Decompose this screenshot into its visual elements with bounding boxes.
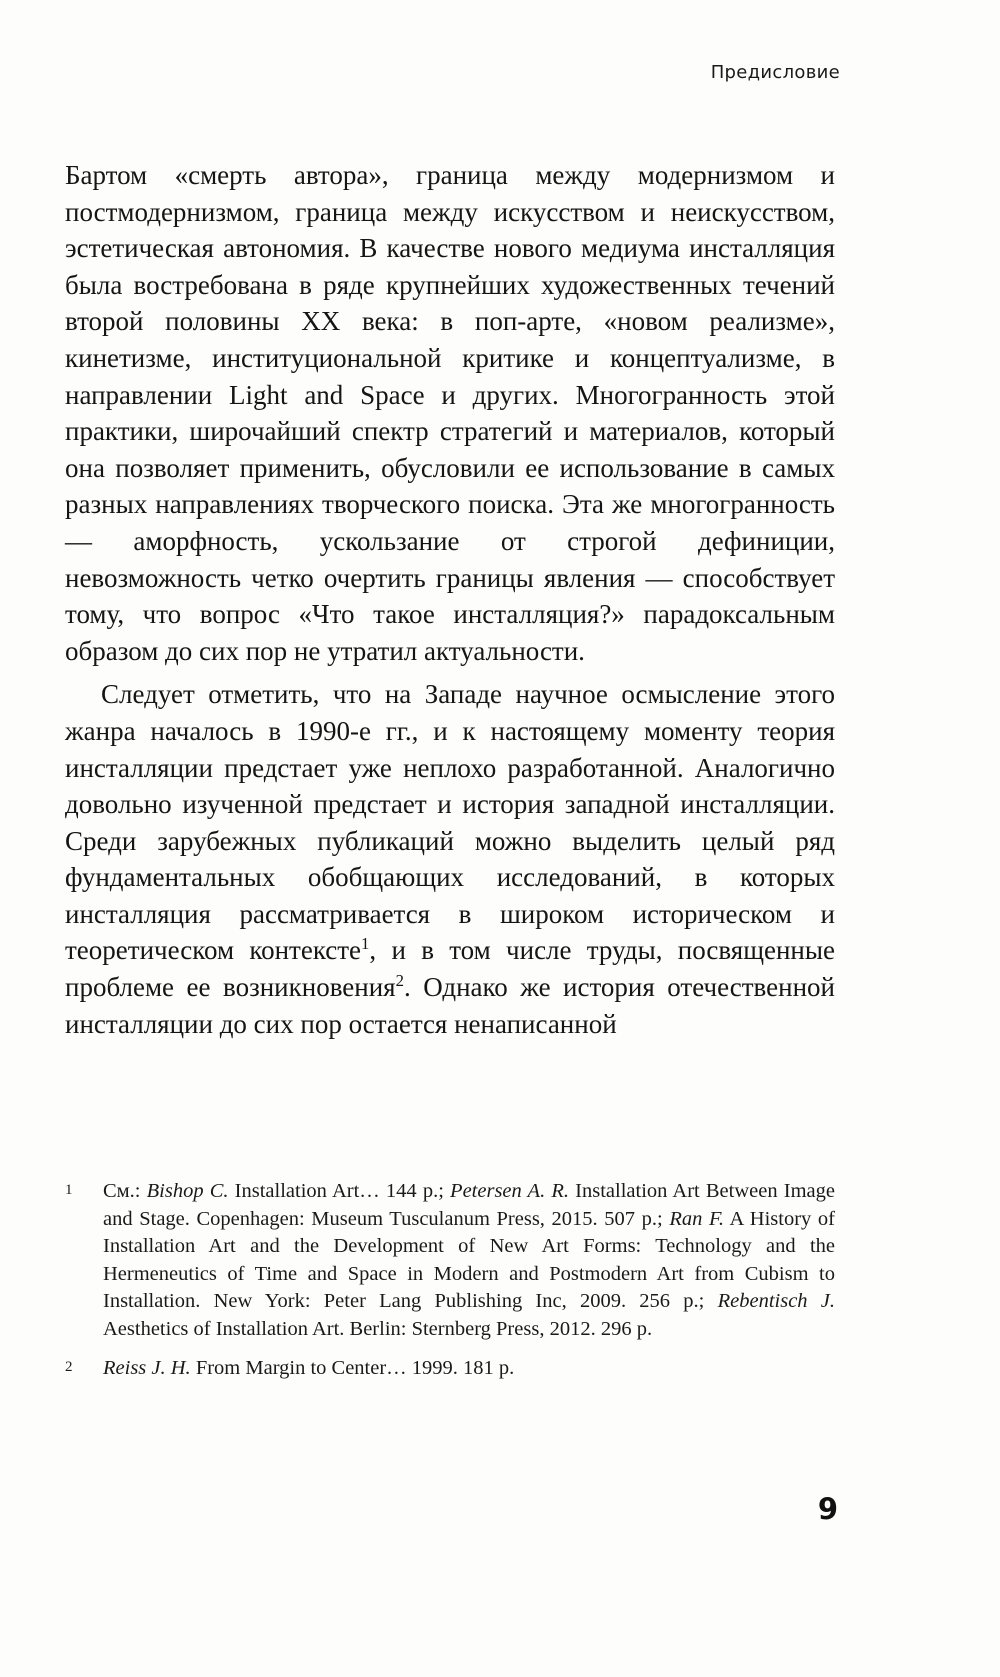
- paragraph-2-text-3: . Однако же история отечественной инсталляции до сих пор остается ненаписанной: [65, 972, 835, 1039]
- running-header: Предисловие: [710, 62, 840, 83]
- footnote-author: Rebentisch J.: [717, 1290, 836, 1312]
- footnotes: [65, 1178, 835, 1383]
- footnote-mark: 2: [65, 1359, 73, 1375]
- paragraph-2: [65, 676, 835, 1042]
- footnote-author: Bishop C.: [146, 1180, 229, 1202]
- footnote-ref-2: 2: [395, 971, 404, 991]
- footnote-segment: См.:: [103, 1180, 147, 1202]
- paragraph-2-text-2: , и в том числе труды, посвященные проблеме ее возникновения: [65, 935, 835, 1003]
- footnote-segment: Installation Art Between Image and Stage. Copenhagen: Museum Tusculanum Press, 2015. 507 p.;: [103, 1180, 835, 1230]
- footnote-segment: From Margin to Center… 1999. 181 p.: [190, 1357, 515, 1379]
- footnote-segment: Aesthetics of Installation Art. Berlin: Sternberg Press, 2012. 296 p.: [103, 1317, 653, 1340]
- footnote-author: Petersen A. R.: [450, 1180, 569, 1202]
- page-number: 9: [817, 1492, 838, 1526]
- footnote-segment: A History of Installation Art and the Development of New Art Forms: Technology and the Hermeneutics of Time and Space in Modern and Postmodern Art from Cubism to Installation. New York: Peter Lang Publishing Inc, 2009. 256 p.;: [103, 1207, 835, 1312]
- footnote-segment: Installation Art… 144 p.;: [228, 1180, 451, 1202]
- footnote-mark: 1: [65, 1182, 73, 1198]
- footnote-author: Reiss J. H.: [103, 1357, 191, 1379]
- paragraph-2-text-1: Следует отметить, что на Западе научное осмысление этого жанра началось в 1990-е гг., и к настоящему моменту теория инсталляции предстает уже неплохо разработанной. Аналогично довольно изученной предстает и история западной инсталляции. Среди зарубежных публикаций можно выделить целый ряд фундаментальных обобщающих исследований, в которых инсталляция рассматривается в широком историческом и теоретическом контексте: [65, 679, 835, 966]
- paragraph-1: Бартом «смерть автора», граница между модернизмом и постмодернизмом, граница между искусством и неискусством, эстетическая автономия. В качестве нового медиума инсталляция была востребована в ряде крупнейших художественных течений второй половины XX века: в поп-арте, «новом реализме», кинетизме, институциональной критике и концептуализме, в направлении Light and Space и других. Многогранность этой практики, широчайший спектр стратегий и материалов, который она позволяет применить, обусловили ее использование в самых разных направлениях творческого поиска. Эта же многогранность — аморфность, ускользание от строгой дефиниции, невозможность четко очертить границы явления — способствует тому, что вопрос «Что такое инсталляция?» парадоксальным образом до сих пор не утратил актуальности.: [65, 160, 835, 666]
- footnote-text: [103, 1178, 835, 1343]
- footnote-1: [65, 1178, 835, 1343]
- footnote-text: [103, 1355, 835, 1383]
- footnote-ref-1: 1: [361, 934, 370, 954]
- footnote-2: [65, 1355, 835, 1383]
- body-text: [65, 157, 835, 1042]
- footnote-author: Ran F.: [669, 1207, 725, 1230]
